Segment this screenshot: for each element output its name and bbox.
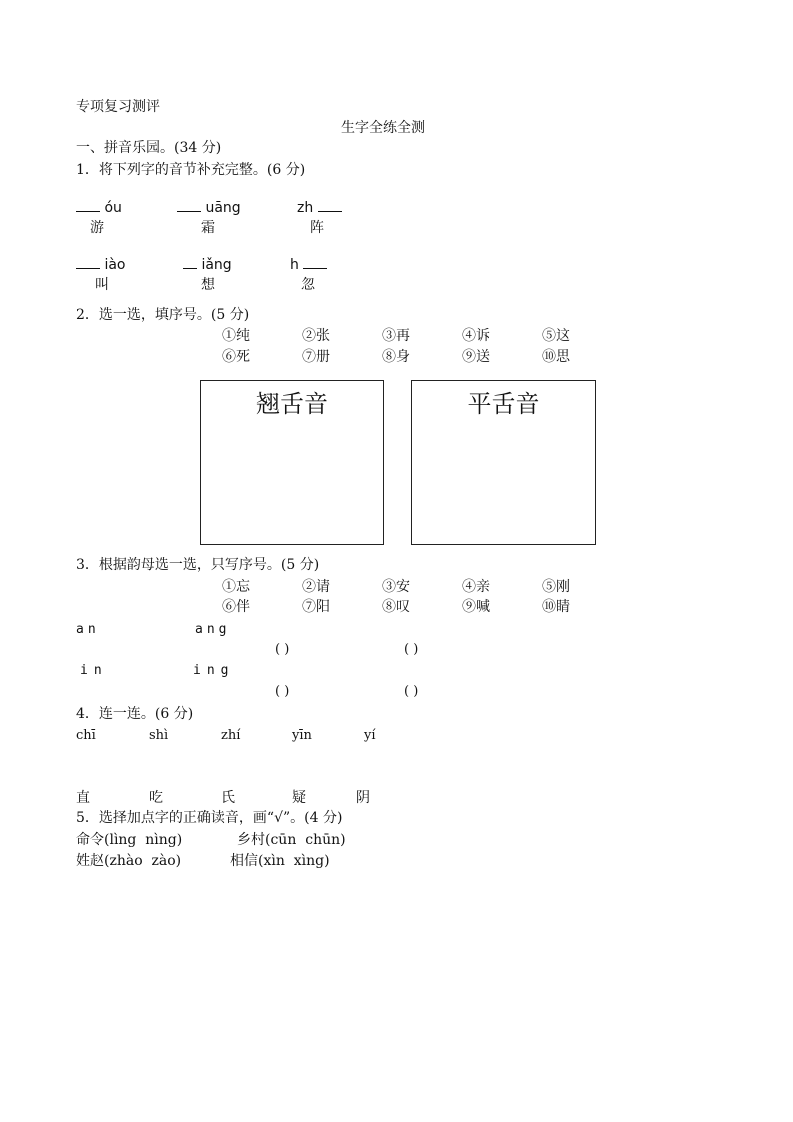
page-title: 生字全练全测 [341,120,425,136]
option-item: ⑥伴 [222,599,250,615]
section-heading: 一、拼音乐园。(34 分) [76,140,222,156]
option-item: ⑦册 [302,349,330,365]
option-item: ⑨喊 [462,599,490,615]
answer-box-flat-tongue[interactable] [411,380,596,545]
reading-choice[interactable]: 相信(xìn xìng) [230,853,330,869]
final-label: an [76,622,100,637]
pinyin-fragment: iǎng [201,257,232,273]
pinyin-option[interactable]: yí [364,728,376,743]
option-item: ①纯 [222,328,250,344]
option-item: ⑧身 [382,349,410,365]
pinyin-fragment: uāng [205,200,241,216]
option-item: ⑦阳 [302,599,330,615]
final-label: ang [195,622,231,637]
document-header: 专项复习测评 [76,99,160,115]
option-item: ①忘 [222,579,250,595]
hanzi-option[interactable]: 疑 [292,790,306,806]
option-item: ③再 [382,328,410,344]
answer-blank[interactable] [76,199,100,212]
pinyin-fragment: h [290,257,299,273]
hanzi-option[interactable]: 吃 [149,790,163,806]
hanzi: 霜 [201,220,215,236]
question-3-prompt: 3．根据韵母选一选，只写序号。(5 分) [76,557,320,573]
option-item: ⑤刚 [542,579,570,595]
option-item: ⑩睛 [542,599,570,615]
option-item: ⑤这 [542,328,570,344]
hanzi: 忽 [301,277,315,293]
hanzi-option[interactable]: 阴 [356,790,370,806]
answer-blank[interactable] [183,256,197,269]
answer-box-title: 翘舌音 [256,390,328,418]
final-label: in [80,663,108,678]
answer-blank[interactable] [76,256,100,269]
answer-box-title: 平舌音 [467,390,540,418]
question-1-prompt: 1．将下列字的音节补充完整。(6 分) [76,162,306,178]
answer-box-retroflex[interactable] [200,380,384,545]
option-item: ④亲 [462,579,490,595]
answer-blank[interactable] [177,199,201,212]
option-item: ⑧叹 [382,599,410,615]
pinyin-fragment: óu [104,200,122,216]
option-item: ④诉 [462,328,490,344]
final-label: ing [193,663,235,678]
hanzi: 想 [201,277,215,293]
answer-blank[interactable] [303,256,327,269]
answer-paren[interactable]: ( ) [404,684,419,699]
pinyin-option[interactable]: shì [149,728,169,743]
option-item: ③安 [382,579,410,595]
question-4-prompt: 4．连一连。(6 分) [76,706,194,722]
reading-choice[interactable]: 命令(lìng nìng) [76,832,183,848]
hanzi: 游 [90,220,104,236]
hanzi-option[interactable]: 直 [76,790,90,806]
pinyin-fragment: iào [104,257,126,273]
answer-blank[interactable] [318,199,342,212]
question-2-prompt: 2．选一选，填序号。(5 分) [76,307,250,323]
option-item: ②请 [302,579,330,595]
hanzi-option[interactable]: 氏 [221,790,235,806]
option-item: ⑥死 [222,349,250,365]
pinyin-option[interactable]: yīn [292,728,312,743]
answer-paren[interactable]: ( ) [404,642,419,657]
answer-paren[interactable]: ( ) [275,684,290,699]
option-item: ⑩思 [542,349,570,365]
question-5-prompt: 5．选择加点字的正确读音，画“√”。(4 分) [76,810,343,826]
pinyin-option[interactable]: chī [76,728,96,743]
option-item: ⑨送 [462,349,490,365]
answer-paren[interactable]: ( ) [275,642,290,657]
pinyin-fragment: zh [297,200,314,216]
reading-choice[interactable]: 姓赵(zhào zào) [76,853,182,869]
hanzi: 叫 [95,277,109,293]
pinyin-option[interactable]: zhí [221,728,241,743]
option-item: ②张 [302,328,330,344]
hanzi: 阵 [310,220,324,236]
reading-choice[interactable]: 乡村(cūn chūn) [237,832,346,848]
